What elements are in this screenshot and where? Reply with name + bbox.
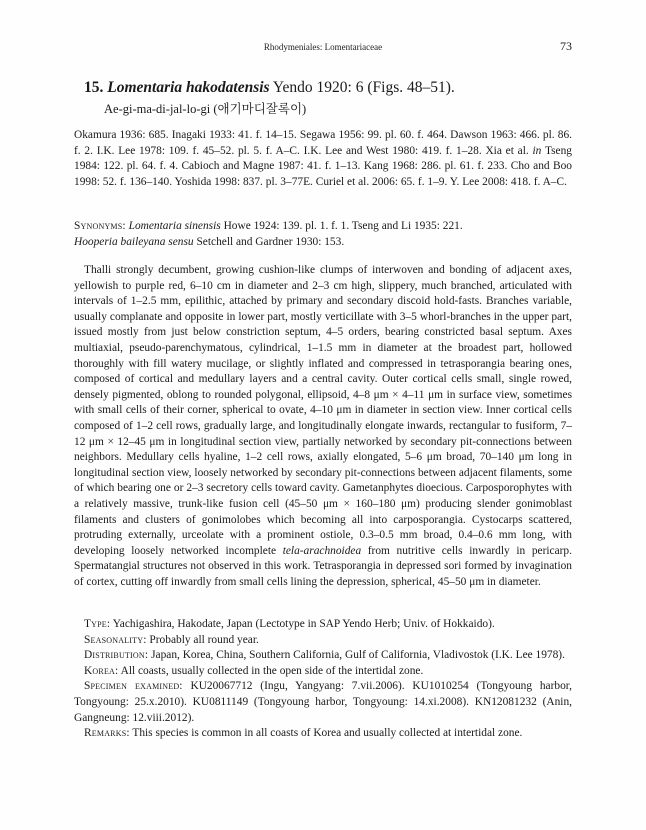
synonym-text-1: Howe 1924: 139. pl. 1. f. 1. Tseng and Li 1935: 221. [223,220,463,232]
description-part1: Thalli strongly decumbent, growing cushion-like clumps of interwoven and bonding of adjacent axes, yellowish to purple red, 6–10 cm in diameter and 2–3 cm high, slippery, much branched, articulated with intervals of 1–2.5 mm, epilithic, attached by primary and secondary discoid hold-fasts. Branches variable, usually complanate and opposite in lower part, mostly verticillate with 3–5 whorl-branches in the upper part, issued mostly from just below constriction septum, 4–5 orders, bearing constricted basal septum. Axes multiaxial, pseudo-parenchymatous, cylindrical, 1–1.5 mm in diameter at the broadest part, hollowed thoroughly with fill watery mucilage, or slightly inflated and compressed in tetrasporangia bearing ones, composed of cortical and medullary layers and a central cavity. Outer cortical cells small, single rowed, densely pigmented, oblong to rounded polygonal, ellipsoid, 4–8 μm × 4–11 μm in surface view, sometimes with small cells of their corner, spherical to ovate, 4–10 μm in diameter in section view. Inner cortical cells composed of 1–2 cell rows, gradually large, and longitudinally elongate inwards, rectangular to fusiform, 7–12 μm × 12–45 μm in longitudinal section view, partially networked by secondary pit-connections between neighbors. Medullary cells hyaline, 1–2 cell rows, axially elongated, 5–6 μm broad, 70–140 μm long in longitudinal section view, loosely networked by secondary pit-connections between adjacent filaments, some of which bearing one or 2–3 secretory cells toward cavity. Gametanphytes dioecious. Carposporophytes with a relatively massive, trunk-like fusion cell (45–50 μm × 160–180 μm) producing slender gonimoblast filaments and clusters of gonimolobes which becoming all into carposporangia. Cystocarps scattered, protruding externally, urceolate with a prominent ostiole, 0.3–0.5 mm broad, 0.4–0.6 mm long, with developing loosely networked incomplete [74,264,572,557]
distribution-text: Japan, Korea, China, Southern California, Gulf of California, Vladivostok (I.K. Lee 1978). [151,649,565,662]
description [74,263,572,590]
specimen-line [74,679,572,726]
seasonality-text: Probably all round year. [149,633,259,646]
remarks-label: Remarks: [84,727,130,740]
korea-label: Korea: [84,664,119,677]
references [74,128,572,190]
specimen-label: Specimen examined: [84,680,183,693]
page-number: 73 [560,39,572,53]
references-part2: Tseng 1984: 122. pl. 64. f. 4. Cabioch and Magne 1987: 41. f. 1–13. Kang 1968: 286. pl. 61. f. 233. Cho and Boo 1998: 52. f. 136–140. Yoshida 1998: 837. pl. 3–77E. Curiel et al. 2006: 65. f. 1–9. Y. Lee 2008: 418. f. A–C. [74,144,572,188]
synonym-name-2: Hooperia baileyana sensu [74,235,194,248]
seasonality-line [74,633,572,649]
running-head: Rhodymeniales: Lomentariaceae [263,42,383,52]
synonyms [74,219,572,250]
type-label: Type: [84,618,111,630]
distribution-label: Distribution: [84,649,149,662]
synonym-name-1: Lomentaria sinensis [128,220,221,232]
type-text: Yachigashira, Hakodate, Japan (Lectotype in SAP Yendo Herb; Univ. of Hokkaido). [112,618,495,630]
seasonality-label: Seasonality: [84,633,147,646]
description-part2: from nutritive cells inwardly in pericarp. Spermatangial structures not observed in this work. Tetrasporangia in depressed sori formed by invagination of cortex, cutting off inwardly from small cells lining the depression, spherical, 45–50 μm in diameter. [74,544,572,588]
specimen-info [74,617,572,742]
specimen-text: KU20067712 (Ingu, Yangyang: 7.vii.2006). KU1010254 (Tongyoung harbor, Tongyoung: 25.x.2010). KU0811149 (Tongyoung harbor, Tongyoung: 14.xi.2008). KN12081232 (Anin, Gangneung: 12.viii.2012). [74,680,572,724]
korea-text: All coasts, usually collected in the open side of the intertidal zone. [120,664,424,677]
species-authority: Yendo 1920: 6 (Figs. 48–51). [272,79,455,96]
distribution-line [74,648,572,664]
remarks-line [74,726,572,742]
type-line [74,617,572,633]
synonyms-label: Synonyms: [74,220,126,232]
korean-name: Ae-gi-ma-di-jal-lo-gi (애기마디잘록이) [104,102,307,116]
species-number: 15. [84,79,104,96]
references-italic: in [532,144,542,157]
species-name: Lomentaria hakodatensis [107,79,270,96]
references-part1: Okamura 1936: 685. Inagaki 1933: 41. f. 14–15. Segawa 1956: 99. pl. 60. f. 464. Dawson 1963: 466. pl. 86. f. 2. I.K. Lee 1978: 109. f. 45–52. pl. 5. f. A–C. I.K. Lee and West 1980: 419. f. 1–28. Xia et al. [74,129,572,157]
species-heading [84,79,455,97]
remarks-text: This species is common in all coasts of Korea and usually collected at intertidal zone. [132,727,523,740]
description-italic: tela-arachnoidea [282,544,362,557]
synonym-text-2: Setchell and Gardner 1930: 153. [196,235,345,248]
korea-line [74,664,572,680]
